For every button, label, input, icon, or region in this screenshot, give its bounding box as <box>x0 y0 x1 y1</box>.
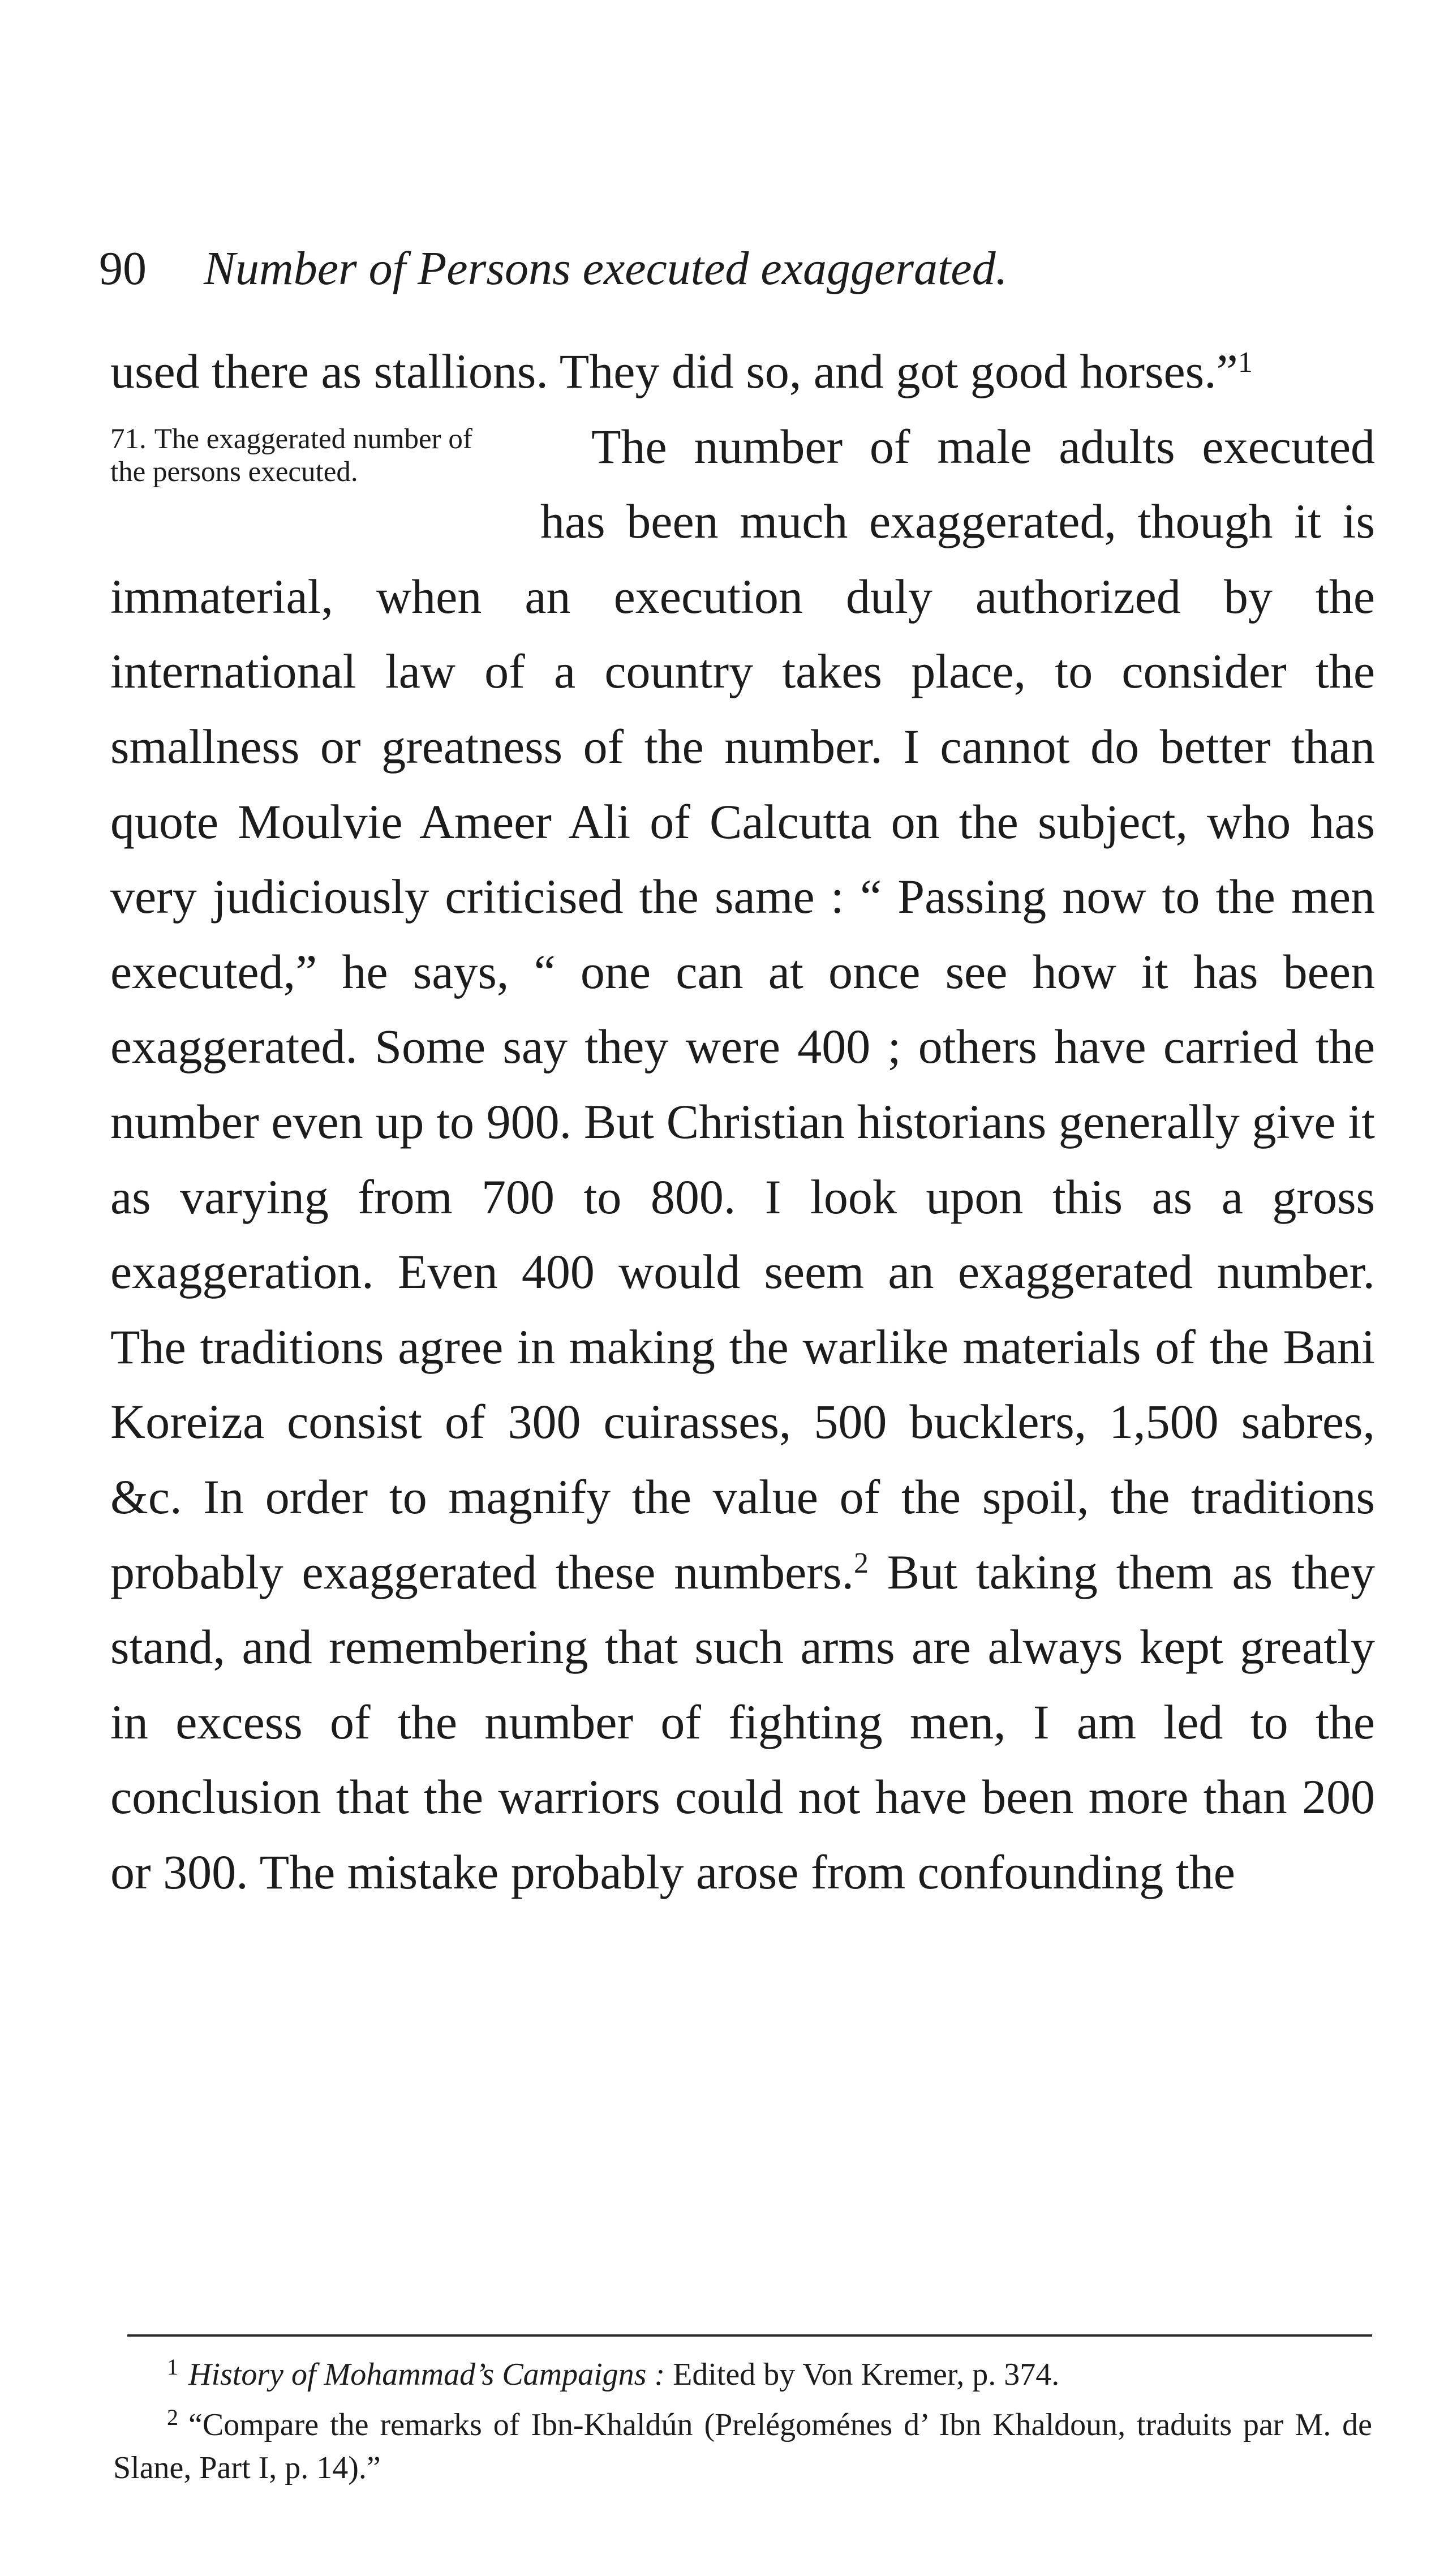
footnote-1-mark: 1 <box>167 2354 178 2380</box>
page-header <box>99 238 1366 300</box>
footnote-ref-2: 2 <box>853 1547 869 1579</box>
footnote-2-text: “Compare the remarks of Ibn-Khaldún (Prelégoménes d’ Ibn Khaldoun, traduits par M. de Slane, Part I, p. 14).” <box>113 2407 1372 2485</box>
page-number: 90 <box>99 242 147 295</box>
paragraph-1-text: used there as stallions. They did so, and got good horses.” <box>110 344 1238 398</box>
margin-note-number: 71. <box>110 423 147 455</box>
footnote-1-title: History of Mohammad’s Campaigns : <box>188 2357 665 2392</box>
main-text <box>110 334 1375 1909</box>
footnote-divider <box>127 2334 1372 2337</box>
footnote-ref-1: 1 <box>1237 346 1253 379</box>
paragraph-1 <box>110 334 1375 409</box>
paragraph-2 <box>110 409 1375 1910</box>
paragraph-2-text-b: But taking them as they stand, and remembering that such arms are always kept greatly in excess of the number of fighting men, I am led to the conclusion that the warriors could not have been more than 200 or 300. The mistake probably arose from confounding the <box>110 1544 1376 1899</box>
footnote-2 <box>113 2396 1372 2489</box>
footnotes <box>113 2346 1372 2489</box>
footnote-2-mark: 2 <box>167 2405 178 2430</box>
footnote-1-text: Edited by Von Kremer, p. 374. <box>665 2357 1060 2392</box>
running-title: Number of Persons executed exaggerated. <box>204 242 1008 295</box>
paragraph-2-text-a: The number of male adults executed has been much exaggerated, though it is immaterial, when an execution duly authorized by the international law of a country takes place, to consider the smallness or greatness of the number. I cannot do better than quote Moulvie Ameer Ali of Calcutta on the subject, who has very judiciously criticised the same : “ Passing now to the men executed,” he says, “ one can at once see how it has been exaggerated. Some say they were 400 ; others have carried the number even up to 900. But Christian historians generally give it as varying from 700 to 800. I look upon this as a gross exaggeration. Even 400 would seem an exaggerated number. The traditions agree in making the warlike materials of the Bani Koreiza consist of 300 cuirasses, 500 bucklers, 1,500 sabres, &c. In order to magnify the value of the spoil, the traditions probably exaggerated these numbers. <box>110 419 1375 1599</box>
margin-note <box>110 423 506 488</box>
margin-note-text: The exaggerated number of the persons executed. <box>110 423 472 488</box>
footnote-1 <box>113 2346 1372 2396</box>
